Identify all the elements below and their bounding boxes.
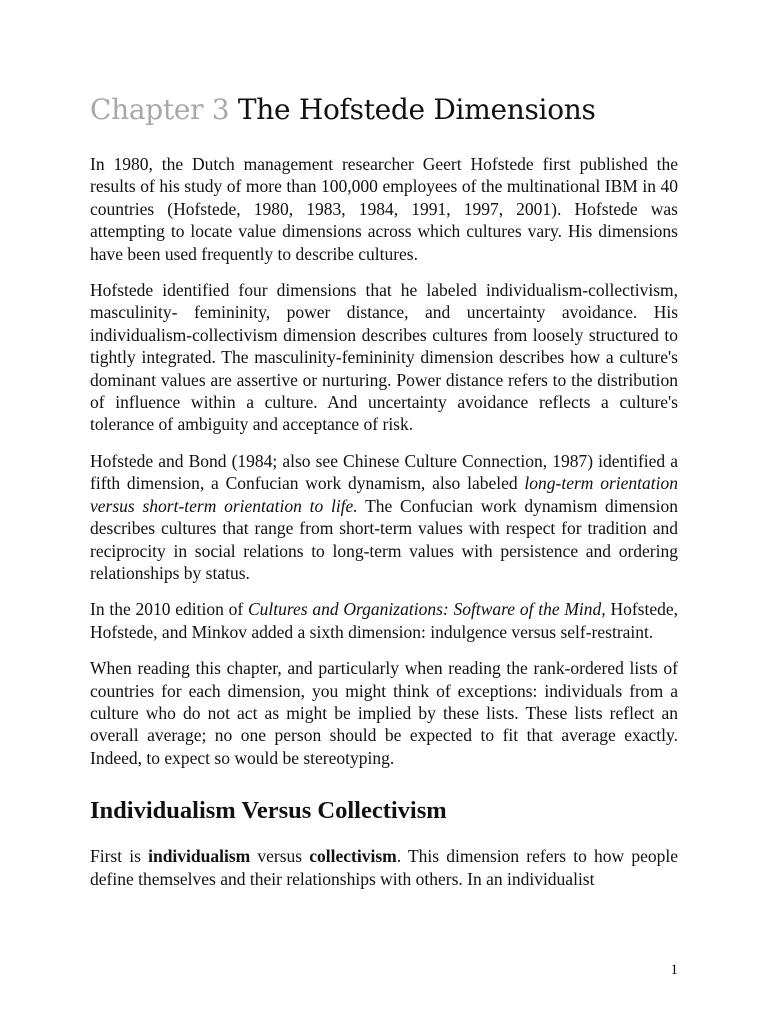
section-intro-text-start: First is: [90, 846, 149, 867]
paragraph-sixth-dimension: [90, 598, 678, 643]
page-content: [90, 90, 678, 904]
section-intro-text-end: . This dimension refers to how people define themselves and their relationships with others. In an individualist: [90, 846, 678, 889]
section-intro-text-mid: versus: [250, 846, 310, 867]
page-number: 1: [670, 962, 678, 978]
term-collectivism: collectivism: [309, 846, 397, 867]
book-title-italic: Cultures and Organizations: Software of the Mind,: [247, 599, 606, 620]
paragraph-section-intro: [90, 845, 678, 890]
term-individualism: individualism: [148, 846, 251, 867]
paragraph-fifth-dimension-text-start: Hofstede and Bond (1984; also see Chinese Culture Connection, 1987) identified a fifth dimension, a Confucian work dynamism, also labeled: [90, 450, 678, 494]
chapter-title: The Hofstede Dimensions: [237, 93, 596, 126]
paragraph-sixth-dimension-text-start: In the 2010 edition of: [90, 599, 248, 620]
section-heading: Individualism Versus Collectivism: [90, 797, 447, 825]
paragraph-intro: In 1980, the Dutch management researcher Geert Hofstede first published the results of his study of more than 100,000 employees of the multinational IBM in 40 countries (Hofstede, 1980, 1983, 1984, 1991, 1997, 2001). Hofstede was attempting to locate value dimensions across which cultures vary. His dimensions have been used frequently to describe cultures.: [90, 154, 678, 264]
paragraph-fifth-dimension: [90, 450, 678, 584]
chapter-number: Chapter 3: [90, 93, 230, 126]
paragraph-sixth-dimension-text-end: Hofstede, Hofstede, and Minkov added a sixth dimension: indulgence versus self-restraint.: [90, 599, 678, 642]
paragraph-exceptions: When reading this chapter, and particularly when reading the rank-ordered lists of countries for each dimension, you might think of exceptions: individuals from a culture who do not act as might be implied by these lists. These lists reflect an overall average; no one person should be expected to fit that average exactly. Indeed, to expect so would be stereotyping.: [90, 658, 678, 768]
long-term-orientation-italic: long-term orientation versus short-term orientation to life.: [90, 473, 678, 516]
paragraph-four-dimensions: Hofstede identified four dimensions that he labeled individualism-collectivism, masculinity- femininity, power distance, and uncertainty avoidance. His individualism-collectivism dimension describes cultures from loosely structured to tightly integrated. The masculinity-femininity dimension describes how a culture's dominant values are assertive or nurturing. Power distance refers to the distribution of influence within a culture. And uncertainty avoidance reflects a culture's tolerance of ambiguity and acceptance of risk.: [90, 280, 678, 435]
chapter-heading: [90, 90, 678, 130]
paragraph-fifth-dimension-text-end: The Confucian work dynamism dimension describes cultures that range from short-term values with respect for tradition and reciprocity in social relations to long-term values with persistence and ordering relationships by status.: [90, 495, 678, 583]
